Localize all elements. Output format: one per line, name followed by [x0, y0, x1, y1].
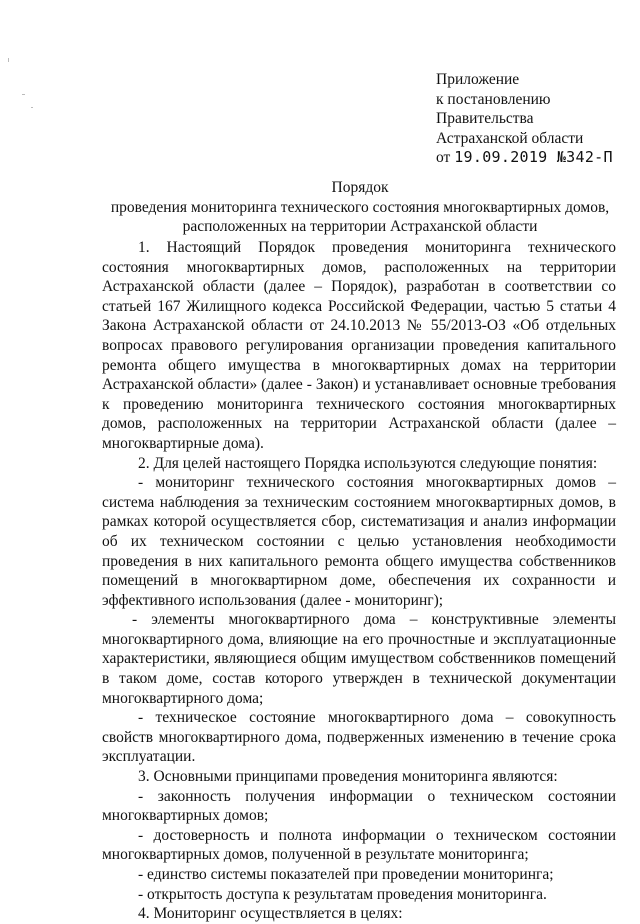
paragraph: 4. Мониторинг осуществляется в целях:	[138, 905, 403, 923]
title-subline: проведения мониторинга технического состояния многоквартирных домов,	[110, 198, 610, 216]
paragraph: 3. Основными принципами проведения мониторинга являются:	[138, 768, 558, 786]
appendix-line: к постановлению	[436, 90, 551, 108]
appendix-line: Правительства	[436, 110, 534, 127]
title-subline: расположенных на территории Астраханской области	[182, 218, 538, 235]
paragraph: - открытость доступа к результатам проведения мониторинга.	[138, 885, 547, 903]
paragraph: - достоверность и полнота информации о техническом состоянии многоквартирных домов, полученной в результате мониторинга;	[102, 826, 616, 864]
paragraph: - мониторинг технического состояния многоквартирных домов – система наблюдения за техническим состоянием многоквартирных домов, в рамках которой осуществляется сбор, систематизация и анализ информации об их техническом состоянии с целью установления необходимости проведения в них капитального ремонта общего имущества собственников помещений в многоквартирном доме, обеспечения их сохранности и эффективного использования (далее - мониторинг);	[102, 474, 616, 609]
paragraph: - единство системы показателей при проведении мониторинга;	[138, 866, 554, 883]
paragraph: - техническое состояние многоквартирного дома – совокупность свойств многоквартирного дома, подверженных изменению в течение срока эксплуатации.	[102, 709, 616, 766]
appendix-date-line	[436, 148, 613, 168]
paragraph: 1. Настоящий Порядок проведения мониторинга технического состояния многоквартирных домов, расположенных на территории Астраханской области (далее – Порядок), разработан в соответствии со статьей 167 Жилищного кодекса Российской Федерации, частью 5 статьи 4 Закона Астраханской области от 24.10.2013 № 55/2013-ОЗ «Об отдельных вопросах правового регулирования организации проведения капитального ремонта общего имущества в многоквартирных домах на территории Астраханской области» (далее - Закон) и устанавливает основные требования к проведению мониторинга технического состояния многоквартирных домов, расположенных на территории Астраханской области (далее – многоквартирные дома).	[102, 239, 616, 452]
title-heading: Порядок	[331, 179, 389, 196]
scan-speck	[31, 107, 33, 108]
scan-speck	[8, 58, 9, 62]
scan-speck	[22, 94, 25, 95]
document-body	[102, 238, 616, 924]
appendix-line: Астраханской области	[436, 129, 584, 147]
date-prefix: от	[436, 149, 455, 166]
paragraph: - законность получения информации о техническом состоянии многоквартирных домов;	[102, 787, 616, 825]
document-title	[60, 178, 640, 237]
paragraph: 2. Для целей настоящего Порядка используются следующие понятия:	[138, 454, 598, 472]
appendix-line: Приложение	[436, 71, 520, 88]
paragraph: - элементы многоквартирного дома – конструктивные элементы многоквартирного дома, влияющие на его прочностные и эксплуатационные характеристики, являющиеся общим имуществом собственников помещений в таком доме, состав которого утвержден в технической документации многоквартирного дома;	[102, 611, 616, 707]
date-stamp: 19.09.2019 №342-П	[454, 148, 613, 166]
appendix-block	[436, 70, 613, 168]
